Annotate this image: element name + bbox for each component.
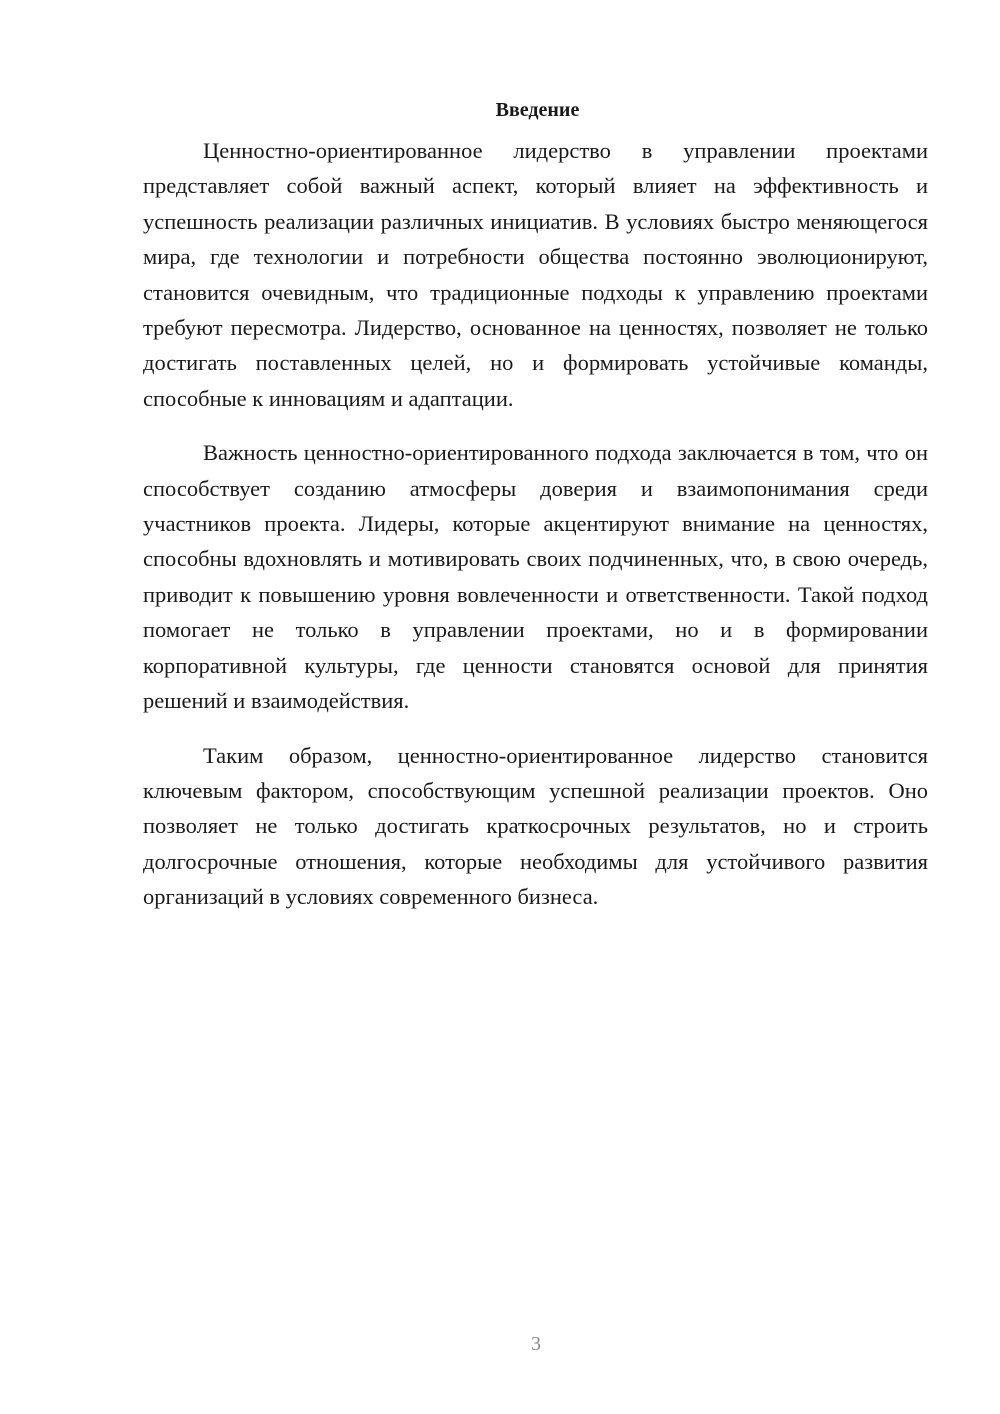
section-title: Введение (495, 99, 580, 121)
paragraph-1: Ценностно-ориентированное лидерство в управлении проектами представляет собой важный аспект, который влияет на эффективность и успешность реализации различных инициатив. В условиях быстро меняющегося мира, где технологии и потребности общества постоянно эволюционируют, становится очевидным, что традиционные подходы к управлению проектами требуют пересмотра. Лидерство, основанное на ценностях, позволяет не только достигать поставленных целей, но и формировать устойчивые команды, способные к инновациям и адаптации. (143, 138, 928, 411)
page-content (143, 96, 928, 934)
paragraph-3: Таким образом, ценностно-ориентированное лидерство становится ключевым фактором, способствующим успешной реализации проектов. Оно позволяет не только достигать краткосрочных результатов, но и строить долгосрочные отношения, которые необходимы для устойчивого развития организаций в условиях современного бизнеса. (143, 742, 928, 910)
paragraph-2: Важность ценностно-ориентированного подхода заключается в том, что он способствует созданию атмосферы доверия и взаимопонимания среди участников проекта. Лидеры, которые акцентируют внимание на ценностях, способны вдохновлять и мотивировать своих подчиненных, что, в свою очередь, приводит к повышению уровня вовлеченности и ответственности. Такой подход помогает не только в управлении проектами, но и в формировании корпоративной культуры, где ценности становятся основой для принятия решений и взаимодействия. (143, 440, 928, 714)
page-number: 3 (531, 1333, 541, 1355)
